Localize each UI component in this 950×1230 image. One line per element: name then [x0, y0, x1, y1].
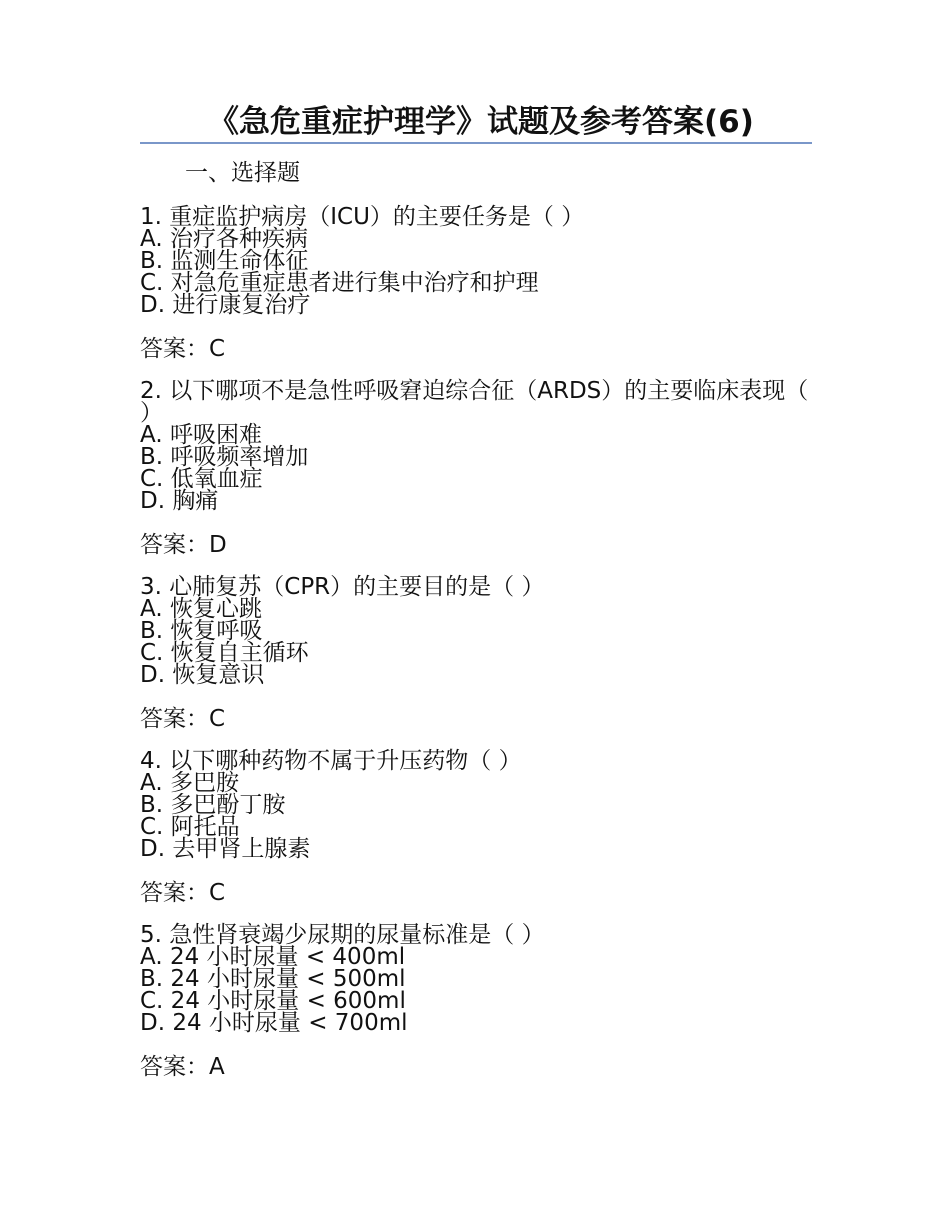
question-4 [140, 750, 812, 906]
question-1 [140, 206, 812, 362]
option-d: D. 进行康复治疗 [140, 292, 311, 318]
option-a: A. 多巴胺 [140, 770, 239, 796]
answer-text: 答案：C [140, 706, 226, 732]
question-3 [140, 576, 812, 732]
answer-text: 答案：C [140, 336, 226, 362]
option-c: C. 低氧血症 [140, 466, 263, 492]
option-d: D. 胸痛 [140, 488, 219, 514]
option-b: B. 呼吸频率增加 [140, 444, 309, 470]
answer-text: 答案：C [140, 880, 226, 906]
question-stem: 5. 急性肾衰竭少尿期的尿量标准是（ ） [140, 922, 545, 948]
option-d: D. 去甲肾上腺素 [140, 836, 311, 862]
option-c: C. 对急危重症患者进行集中治疗和护理 [140, 270, 539, 296]
document-page [140, 100, 812, 1080]
option-a: A. 呼吸困难 [140, 422, 262, 448]
title-block [140, 100, 812, 144]
option-d: D. 恢复意识 [140, 662, 265, 688]
option-d: D. 24 小时尿量 < 700ml [140, 1010, 408, 1036]
section-heading: 一、选择题 [185, 160, 300, 186]
option-c: C. 阿托品 [140, 814, 240, 840]
option-c: C. 恢复自主循环 [140, 640, 309, 666]
question-stem: 4. 以下哪种药物不属于升压药物（ ） [140, 748, 522, 774]
question-stem: 2. 以下哪项不是急性呼吸窘迫综合征（ARDS）的主要临床表现（ ） [140, 378, 809, 426]
option-b: B. 监测生命体征 [140, 248, 309, 274]
question-2 [140, 380, 812, 558]
option-c: C. 24 小时尿量 < 600ml [140, 988, 406, 1014]
document-title: 《急危重症护理学》试题及参考答案(6) [208, 104, 754, 140]
option-b: B. 多巴酚丁胺 [140, 792, 286, 818]
option-a: A. 治疗各种疾病 [140, 226, 308, 252]
option-a: A. 恢复心跳 [140, 596, 262, 622]
answer-text: 答案：A [140, 1054, 225, 1080]
option-b: B. 恢复呼吸 [140, 618, 263, 644]
answer-text: 答案：D [140, 532, 227, 558]
question-stem: 1. 重症监护病房（ICU）的主要任务是（ ） [140, 204, 585, 230]
question-5 [140, 924, 812, 1080]
option-b: B. 24 小时尿量 < 500ml [140, 966, 406, 992]
option-a: A. 24 小时尿量 < 400ml [140, 944, 406, 970]
question-stem: 3. 心肺复苏（CPR）的主要目的是（ ） [140, 574, 545, 600]
